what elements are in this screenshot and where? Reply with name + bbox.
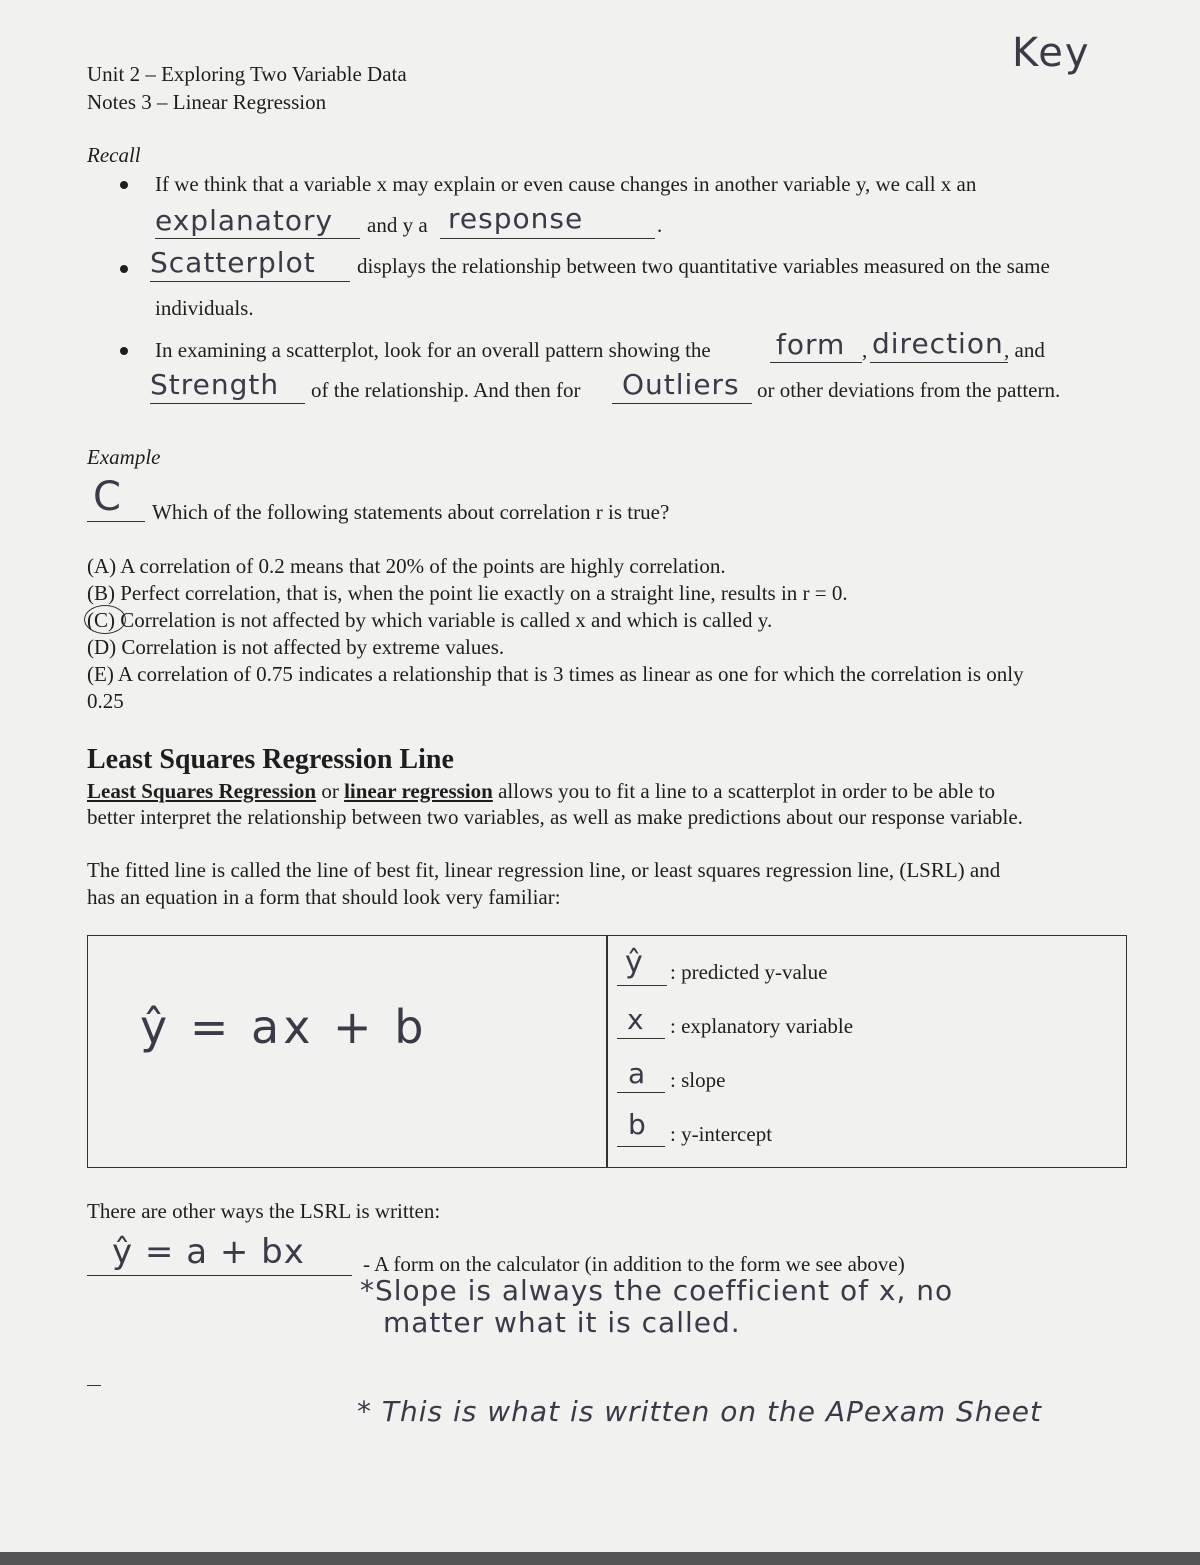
blank-def-1 bbox=[617, 985, 667, 986]
fill-form: form bbox=[776, 328, 846, 361]
note-ap-exam: * This is what is written on the APexam Sheet bbox=[357, 1395, 1043, 1428]
blank-def-2 bbox=[617, 1038, 665, 1039]
recall-bullet-3-text: In examining a scatterplot, look for an overall pattern showing the bbox=[155, 338, 711, 362]
unit-title: Unit 2 – Exploring Two Variable Data bbox=[87, 62, 407, 86]
blank-direction bbox=[870, 362, 1008, 363]
lsrl-p1-rest: allows you to fit a line to a scatterplot in order to be able to bbox=[498, 779, 995, 803]
option-b: (B) Perfect correlation, that is, when the point lie exactly on a straight line, results in r = 0. bbox=[87, 581, 848, 605]
key-annotation: Key bbox=[1012, 30, 1091, 76]
recall-bullet-1-end: . bbox=[657, 213, 663, 237]
fill-direction: direction bbox=[872, 327, 1004, 360]
blank-short bbox=[87, 1385, 101, 1386]
scan-edge bbox=[0, 1552, 1200, 1565]
lsrl-p2-line1: The fitted line is called the line of best fit, linear regression line, or least squares regression line, (LSRL) and bbox=[87, 858, 1001, 882]
def-symbol-yhat: ŷ bbox=[625, 945, 644, 980]
recall-heading: Recall bbox=[87, 143, 141, 167]
option-c: (C) Correlation is not affected by which variable is called x and which is called y. bbox=[87, 608, 773, 632]
recall-bullet-3-end: or other deviations from the pattern. bbox=[757, 378, 1061, 402]
bullet bbox=[120, 181, 128, 189]
equation-box-divider bbox=[606, 935, 608, 1168]
option-a: (A) A correlation of 0.2 means that 20% of the points are highly correlation. bbox=[87, 554, 726, 578]
fill-response: response bbox=[448, 202, 584, 235]
blank-answer bbox=[87, 521, 145, 522]
equation: ŷ = ax + b bbox=[140, 1000, 428, 1054]
def-symbol-b: b bbox=[628, 1108, 647, 1141]
def-label-a: : slope bbox=[670, 1068, 726, 1092]
fill-scatterplot: Scatterplot bbox=[150, 246, 316, 279]
alt-note: - A form on the calculator (in addition to the form we see above) bbox=[363, 1252, 905, 1276]
blank-def-4 bbox=[617, 1146, 665, 1147]
def-label-b: : y-intercept bbox=[670, 1122, 773, 1146]
def-label-x: : explanatory variable bbox=[670, 1014, 854, 1038]
blank-form bbox=[770, 362, 862, 363]
def-symbol-a: a bbox=[628, 1057, 647, 1090]
blank-outliers bbox=[612, 403, 752, 404]
bullet bbox=[120, 265, 128, 273]
option-e-cont: 0.25 bbox=[87, 689, 124, 713]
term-least-squares-regression: Least Squares Regression bbox=[87, 779, 317, 803]
recall-bullet-1-text: If we think that a variable x may explain or even cause changes in another variable y, we call x an bbox=[155, 172, 977, 196]
option-c-circle bbox=[84, 605, 126, 634]
def-label-yhat: : predicted y-value bbox=[670, 960, 828, 984]
lsrl-paragraph-1 bbox=[87, 779, 995, 804]
blank-strength bbox=[150, 403, 305, 404]
note-slope-line-2: matter what it is called. bbox=[383, 1306, 741, 1339]
fill-answer: C bbox=[93, 474, 122, 520]
blank-response bbox=[440, 238, 655, 239]
recall-bullet-2-cont: individuals. bbox=[155, 296, 254, 320]
example-heading: Example bbox=[87, 445, 161, 469]
recall-bullet-3-mid: of the relationship. And then for bbox=[311, 378, 581, 402]
term-linear-regression: linear regression bbox=[344, 779, 493, 803]
lsrl-title: Least Squares Regression Line bbox=[87, 744, 454, 775]
note-slope-line-1: *Slope is always the coefficient of x, no bbox=[360, 1274, 954, 1307]
blank-def-3 bbox=[617, 1092, 665, 1093]
blank-alt-equation bbox=[87, 1275, 352, 1276]
fill-explanatory: explanatory bbox=[155, 204, 334, 237]
notes-title: Notes 3 – Linear Regression bbox=[87, 90, 327, 114]
blank-explanatory bbox=[155, 238, 360, 239]
lsrl-p2-line2: has an equation in a form that should look very familiar: bbox=[87, 885, 561, 909]
alt-equation: ŷ = a + bx bbox=[112, 1232, 305, 1272]
lsrl-p1-line2: better interpret the relationship between two variables, as well as make predictions about our response variable. bbox=[87, 805, 1023, 829]
fill-outliers: Outliers bbox=[622, 368, 740, 401]
def-symbol-x: x bbox=[627, 1003, 645, 1036]
recall-bullet-3-and: , and bbox=[1004, 338, 1045, 362]
option-e: (E) A correlation of 0.75 indicates a relationship that is 3 times as linear as one for which the correlation is only bbox=[87, 662, 1024, 686]
bullet bbox=[120, 347, 128, 355]
option-d: (D) Correlation is not affected by extreme values. bbox=[87, 635, 505, 659]
comma: , bbox=[862, 338, 868, 362]
fill-strength: Strength bbox=[150, 368, 280, 401]
other-ways-text: There are other ways the LSRL is written: bbox=[87, 1199, 441, 1223]
or-text: or bbox=[321, 779, 339, 803]
blank-scatterplot bbox=[150, 281, 350, 282]
recall-bullet-1-mid: and y a bbox=[367, 213, 428, 237]
example-question: Which of the following statements about correlation r is true? bbox=[152, 500, 670, 524]
recall-bullet-2-text: displays the relationship between two quantitative variables measured on the same bbox=[357, 254, 1050, 278]
